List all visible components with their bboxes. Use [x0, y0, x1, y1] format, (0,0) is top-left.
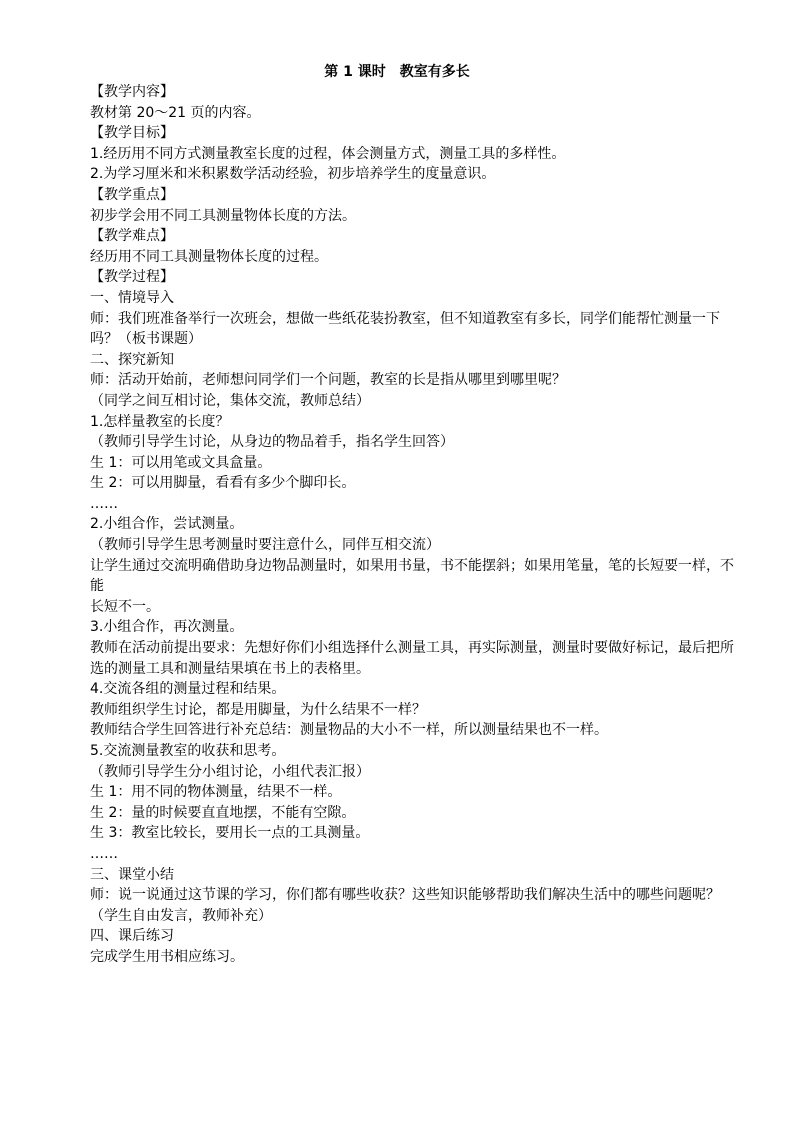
difficulties-text: 经历用不同工具测量物体长度的过程。 [90, 248, 328, 265]
paragraph-intro: 师：我们班准备举行一次班会，想做一些纸花装扮教室，但不知道教室有多长，同学们能帮忙测量一下吗？（板书课题） [90, 310, 720, 348]
section-heading-difficulties: 【教学难点】 [90, 228, 174, 245]
ellipsis-2: …… [90, 845, 118, 862]
key-points-text: 初步学会用不同工具测量物体长度的方法。 [90, 207, 356, 224]
paragraph-group-think: （教师引导学生思考测量时要注意什么，同伴互相交流） [90, 537, 440, 554]
paragraph-measure-rules: 让学生通过交流明确借助身边物品测量时，如果用书量，书不能摆斜；如果用笔量，笔的长短要一样，不能 [90, 557, 734, 595]
lesson-title: 第 1 课时 教室有多长 [324, 64, 470, 80]
student-answer-2: 生 2：可以用脚量，看看有多少个脚印长。 [90, 475, 356, 492]
student-report-3: 生 3：教室比较长，要用长一点的工具测量。 [90, 825, 370, 842]
paragraph-requirements: 教师在活动前提出要求：先想好你们小组选择什么测量工具，再实际测量，测量时要做好标记，最后把所选的测量工具和测量结果填在书上的表格里。 [90, 640, 734, 677]
lesson-body [60, 82, 736, 968]
section-heading-content: 【教学内容】 [90, 84, 174, 100]
subheading-how-to-measure: 1.怎样量教室的长度？ [90, 413, 230, 430]
student-report-1: 生 1：用不同的物体测量，结果不一样。 [90, 784, 342, 801]
goal-item-2: 2.为学习厘米和米积累数学活动经验，初步培养学生的度量意识。 [90, 166, 496, 183]
student-answer-1: 生 1：可以用笔或文具盒量。 [90, 454, 272, 471]
paragraph-free-speech: （学生自由发言，教师补充） [90, 907, 272, 924]
step-heading-summary: 三、课堂小结 [90, 866, 174, 883]
paragraph-measure-rules-tail: 长短不一。 [90, 598, 160, 615]
paragraph-summary: 教师结合学生回答进行补充总结：测量物品的大小不一样，所以测量结果也不一样。 [90, 722, 608, 739]
subheading-reflection: 5.交流测量教室的收获和思考。 [90, 743, 286, 759]
section-heading-process: 【教学过程】 [90, 269, 174, 286]
subheading-group-again: 3.小组合作，再次测量。 [90, 619, 244, 636]
paragraph-foot-question: 教师组织学生讨论，都是用脚量，为什么结果不一样？ [90, 701, 426, 718]
content-text: 教材第 20～21 页的内容。 [90, 104, 261, 121]
student-report-2: 生 2：量的时候要直直地摆，不能有空隙。 [90, 804, 356, 821]
paragraph-explore-question: 师：活动开始前，老师想问同学们一个问题，教室的长是指从哪里到哪里呢？ [90, 372, 566, 389]
paragraph-practice: 完成学生用书相应练习。 [90, 948, 244, 965]
paragraph-guide-discussion: （教师引导学生讨论，从身边的物品着手，指名学生回答） [90, 434, 454, 451]
step-heading-practice: 四、课后练习 [90, 928, 174, 945]
step-heading-intro: 一、情境导入 [90, 289, 174, 306]
paragraph-class-summary: 师：说一说通过这节课的学习，你们都有哪些收获？这些知识能够帮助我们解决生活中的哪些问题呢？ [90, 887, 720, 904]
paragraph-group-report: （教师引导学生分小组讨论，小组代表汇报） [90, 763, 370, 780]
section-heading-goals: 【教学目标】 [90, 125, 174, 142]
subheading-exchange-results: 4.交流各组的测量过程和结果。 [90, 681, 286, 698]
subheading-group-try: 2.小组合作，尝试测量。 [90, 516, 244, 533]
step-heading-explore: 二、探究新知 [90, 351, 174, 368]
section-heading-key-points: 【教学重点】 [90, 186, 174, 203]
ellipsis: …… [90, 495, 118, 512]
paragraph-explore-discussion: （同学之间互相讨论，集体交流，教师总结） [90, 392, 370, 409]
goal-item-1: 1.经历用不同方式测量教室长度的过程，体会测量方式，测量工具的多样性。 [90, 145, 566, 162]
